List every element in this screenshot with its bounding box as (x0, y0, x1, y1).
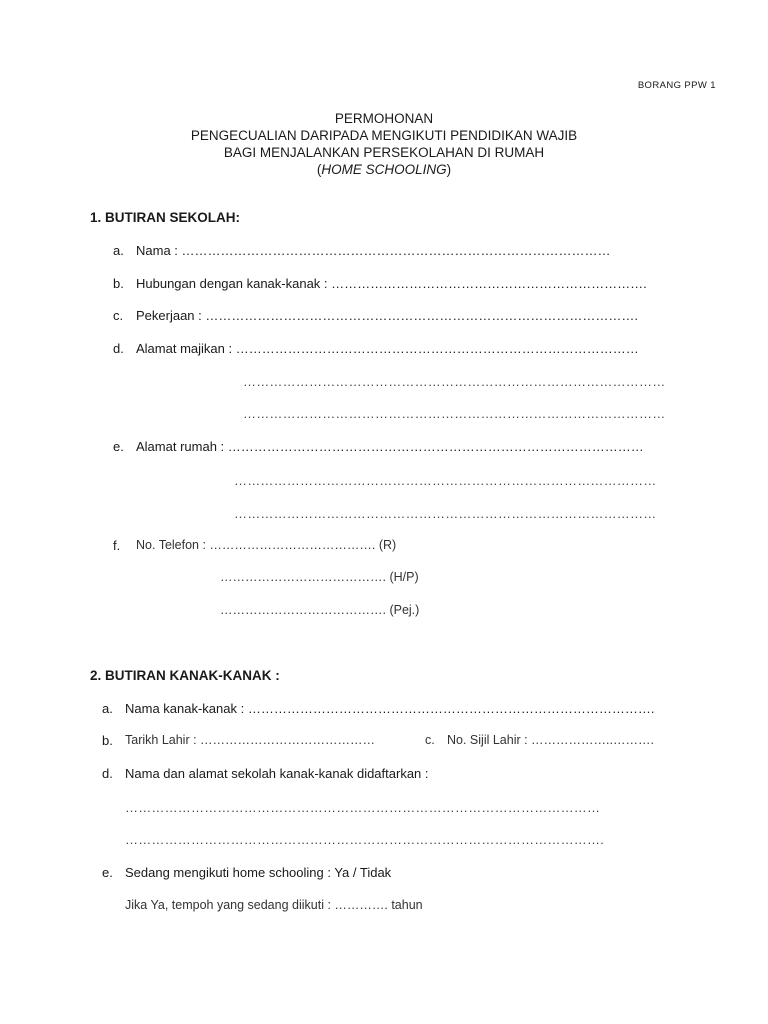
s2-nama-alamat-sekolah-label: Nama dan alamat sekolah kanak-kanak didaftarkan : (125, 766, 429, 781)
s1-alamat-majikan-line-3[interactable]: …………………………………………………………………………………… (243, 406, 666, 421)
home-schooling-italic: HOME SCHOOLING (321, 162, 447, 177)
s1-e-marker: e. (113, 439, 124, 454)
s1-alamat-rumah-line-2[interactable]: …………………………………………………………………………………… (234, 473, 657, 488)
s1-telefon-hp-field[interactable]: …………………………………. (H/P) (220, 570, 419, 584)
section-1-heading: 1. BUTIRAN SEKOLAH: (90, 210, 241, 225)
s2-sijil-lahir-field[interactable]: No. Sijil Lahir : ………………..………. (447, 733, 654, 747)
s1-telefon-rumah-field[interactable]: No. Telefon : …………………………………. (R) (136, 538, 397, 552)
s1-alamat-rumah-field[interactable]: Alamat rumah : …………………………………………………………………………………… (136, 439, 644, 454)
s2-nama-kanak-field[interactable]: Nama kanak-kanak : …………………………………………………………………………………. (125, 701, 655, 716)
s1-b-marker: b. (113, 276, 124, 291)
form-code: BORANG PPW 1 (637, 80, 716, 91)
s1-nama-field[interactable]: Nama : ……………………………………………………………………………………… (136, 243, 611, 258)
s2-d-marker: d. (102, 766, 113, 781)
s1-a-marker: a. (113, 243, 124, 258)
title-line-3: BAGI MENJALANKAN PERSEKOLAHAN DI RUMAH (223, 145, 545, 160)
s1-alamat-majikan-line-2[interactable]: …………………………………………………………………………………… (243, 374, 666, 389)
section-2-heading: 2. BUTIRAN KANAK-KANAK : (90, 668, 280, 683)
title-line-2: PENGECUALIAN DARIPADA MENGIKUTI PENDIDIKAN WAJIB (190, 128, 578, 143)
s1-telefon-pejabat-field[interactable]: …………………………………. (Pej.) (220, 603, 420, 617)
s1-hubungan-field[interactable]: Hubungan dengan kanak-kanak : ………………………………………………………………. (136, 276, 647, 291)
s2-home-schooling-question[interactable]: Sedang mengikuti home schooling : Ya / Tidak (125, 865, 392, 880)
s1-alamat-rumah-line-3[interactable]: …………………………………………………………………………………… (234, 506, 657, 521)
s2-tempoh-field[interactable]: Jika Ya, tempoh yang sedang diikuti : …………. tahun (125, 898, 423, 912)
s2-tarikh-lahir-field[interactable]: Tarikh Lahir : …………………………………… (125, 733, 376, 747)
s2-b-marker: b. (102, 733, 113, 748)
s1-f-marker: f. (113, 538, 121, 553)
title-line-4: (HOME SCHOOLING) (316, 162, 452, 177)
title-line-1: PERMOHONAN (334, 111, 434, 126)
s2-alamat-sekolah-line-1[interactable]: ……………………………………………………………………………………………… (125, 800, 601, 815)
s1-pekerjaan-field[interactable]: Pekerjaan : ………………………………………………………………………………………. (136, 308, 638, 323)
s2-a-marker: a. (102, 701, 113, 716)
s2-e-marker: e. (102, 865, 113, 880)
s2-alamat-sekolah-line-2[interactable]: ………………………………………………………………………………………………. (125, 832, 605, 847)
s1-d-marker: d. (113, 341, 124, 356)
s2-c-marker: c. (425, 733, 435, 747)
s1-c-marker: c. (113, 308, 124, 323)
s1-alamat-majikan-field[interactable]: Alamat majikan : ………………………………………………………………………………… (136, 341, 639, 356)
